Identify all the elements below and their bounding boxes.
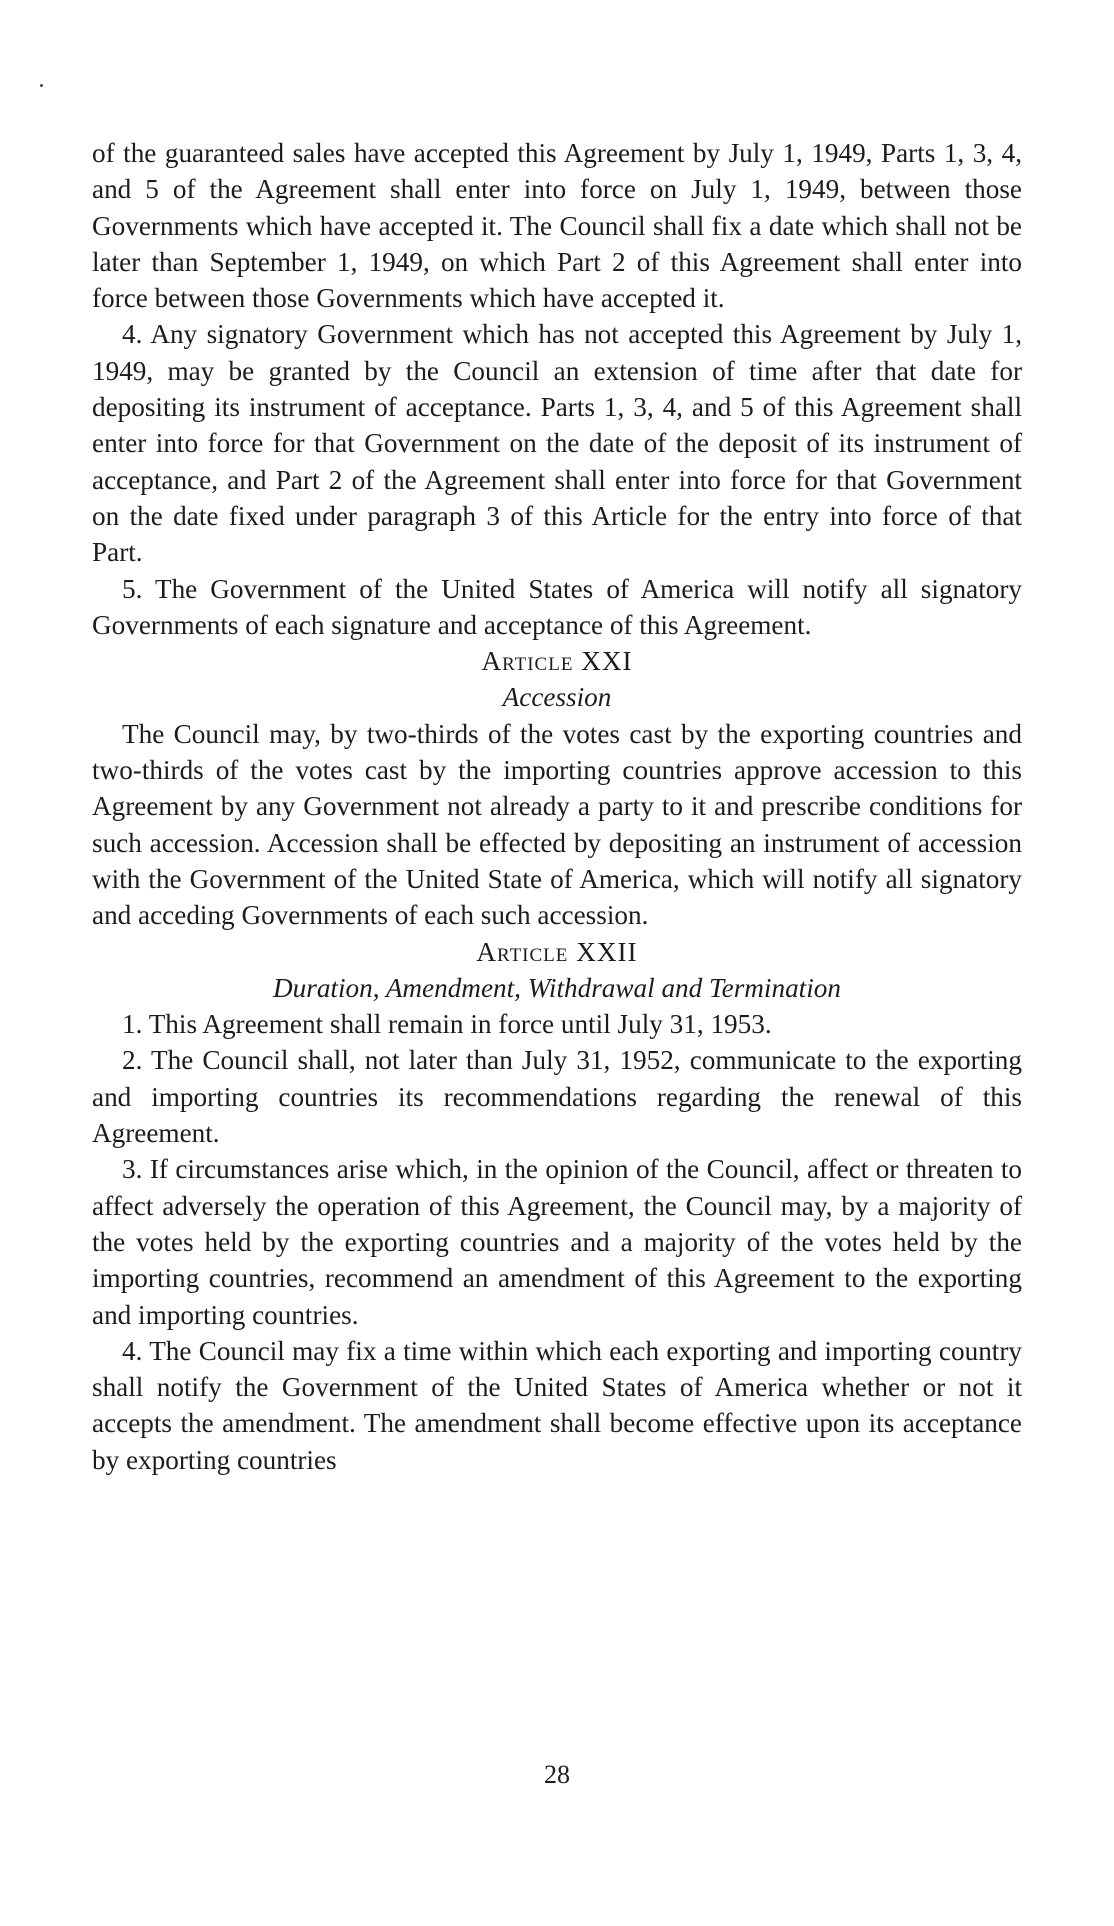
paragraph-5: 5. The Government of the United States of America will notify all signatory Governments of each signature and acceptance of this Agreement. xyxy=(92,573,1022,640)
page-number: 28 xyxy=(544,1760,570,1789)
article-22-word: Article xyxy=(476,936,569,967)
article-22-title: Duration, Amendment, Withdrawal and Termination xyxy=(273,972,841,1003)
article-22-paragraph-4: 4. The Council may fix a time within which each exporting and importing country shall notify the Government of the United States of America whether or not it accepts the amendment. The amendment shall become effective upon its acceptance by exporting countries xyxy=(92,1335,1022,1475)
article-22-paragraph-1: 1. This Agreement shall remain in force until July 31, 1953. xyxy=(122,1009,772,1040)
article-21-word: Article xyxy=(481,646,574,677)
stray-ink-mark xyxy=(40,84,43,87)
article-22-paragraph-3: 3. If circumstances arise which, in the opinion of the Council, affect or threaten to affect adversely the operation of this Agreement, the Council may, by a majority of the votes held by the exporting countries and a majority of the votes held by the importing countries, recommend an amendment of this Agreement to the exporting and importing countries. xyxy=(92,1154,1022,1330)
article-21-title: Accession xyxy=(502,682,612,713)
paragraph-4: 4. Any signatory Government which has not accepted this Agreement by July 1, 1949, may be granted by the Council an extension of time after that date for depositing its instrument of acceptance. Parts 1, 3, 4, and 5 of this Agreement shall enter into force for that Government on the date of the deposit of its instrument of acceptance, and Part 2 of the Agreement shall enter into force for that Government on the date fixed under paragraph 3 of this Article for the entry into force of that Part. xyxy=(92,319,1022,568)
paragraph-continuation: of the guaranteed sales have accepted this Agreement by July 1, 1949, Parts 1, 3, 4, and 5 of the Agreement shall enter into force on July 1, 1949, between those Governments which have accepted it. The Council shall fix a date which shall not be later than September 1, 1949, on which Part 2 of this Agreement shall enter into force between those Governments which have accepted it. xyxy=(92,138,1022,314)
article-22-paragraph-2: 2. The Council shall, not later than July 31, 1952, communicate to the exporting and importing countries its recommendations regarding the renewal of this Agreement. xyxy=(92,1045,1022,1149)
article-21-heading xyxy=(92,643,1022,679)
article-22-heading xyxy=(92,934,1022,970)
article-21-numeral: XXI xyxy=(581,646,633,677)
document-page xyxy=(92,135,1022,1478)
article-21-paragraph: The Council may, by two-thirds of the votes cast by the exporting countries and two-thirds of the votes cast by the importing countries approve accession to this Agreement by any Government not already a party to it and prescribe conditions for such accession. Accession shall be effected by depositing an instrument of accession with the Government of the United State of America, which will notify all signatory and acceding Governments of each such accession. xyxy=(92,718,1022,931)
article-22-numeral: XXII xyxy=(576,936,638,967)
